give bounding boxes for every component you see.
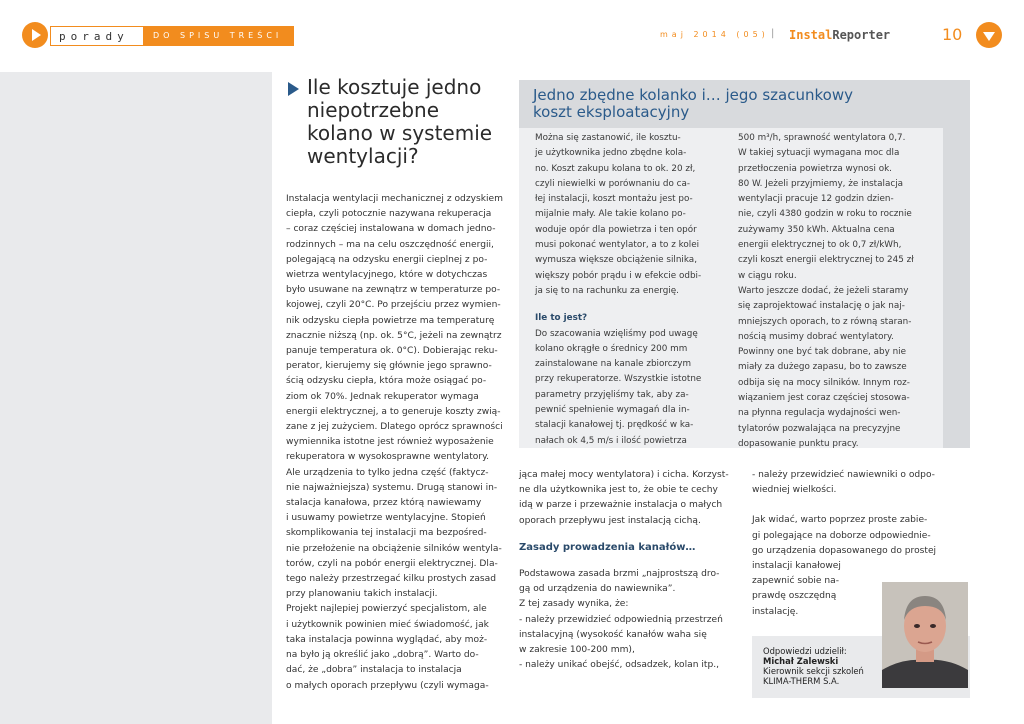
brand-logo bbox=[789, 28, 890, 42]
text-line: w zakresie 100-200 mm), bbox=[519, 645, 635, 656]
text-line: - należy unikać obejść, odsadzek, kolan itp., bbox=[519, 660, 720, 671]
text-line: stalacja kanałowa, przez którą nawiewamy bbox=[286, 498, 482, 509]
text-line: i usuwamy powietrze wentylacyjne. Stopień bbox=[286, 513, 486, 524]
sidebar-text-line: mniejszych oporach, to z równą staran- bbox=[738, 316, 912, 327]
page-number: 10 bbox=[942, 25, 963, 44]
text-line: Podstawowa zasada brzmi „najprostszą dro- bbox=[519, 569, 720, 580]
author-label: Odpowiedzi udzielił: bbox=[763, 646, 847, 656]
sidebar-text-line: mijalnie mały. Ale takie kolano po- bbox=[535, 209, 686, 220]
page-header bbox=[0, 0, 1024, 72]
text-line: tego należy przestrzegać kilku prostych zasad bbox=[286, 574, 497, 585]
sidebar-text-line: Warto jeszcze dodać, że jeżeli staramy bbox=[738, 285, 909, 296]
text-line: polegającą na odzysku energii cieplnej z po- bbox=[286, 254, 488, 265]
article-column-2 bbox=[519, 468, 741, 673]
arrow-right-circle-icon[interactable] bbox=[22, 22, 48, 48]
sidebar-text-line: pewnić spełnienie wymagań dla in- bbox=[535, 405, 690, 416]
text-line: ne dla użytkownika jest to, że obie te cechy bbox=[519, 485, 718, 496]
sidebar-text-line: zużywamy 350 kWh. Aktualna cena bbox=[738, 224, 895, 235]
sidebar-text-line: je użytkownika jedno zbędne kola- bbox=[535, 148, 687, 159]
author-role: Kierownik sekcji szkoleń bbox=[763, 666, 864, 676]
sidebar-text-line: wentylacji pracuje 12 godzin dzien- bbox=[738, 194, 894, 205]
text-line: torów, czyli na pobór energii elektrycznej. Dla- bbox=[286, 558, 498, 569]
sidebar-text-line: przy rekuperatorze. Wszystkie istotne bbox=[535, 374, 702, 385]
sidebar-text-line: 80 W. Jeżeli przyjmiemy, że instalacja bbox=[738, 178, 904, 189]
text-line: Jak widać, warto poprzez proste zabie- bbox=[752, 515, 928, 526]
left-margin-panel bbox=[0, 72, 272, 724]
sidebar-text-line: nałach ok 4,5 m/s i ilość powietrza bbox=[535, 435, 687, 446]
toc-link[interactable]: DO SPISU TREŚCI bbox=[144, 26, 294, 46]
text-line: - należy przewidzieć odpowiednią przestrzeń bbox=[519, 614, 723, 625]
sidebar-paragraph-intro bbox=[535, 131, 721, 299]
triangle-right-icon bbox=[288, 82, 299, 96]
sidebar-text-line: przetłoczenia powietrza wynosi ok. bbox=[738, 163, 892, 174]
sidebar-text-line: Do szacowania wzięliśmy pod uwagę bbox=[535, 328, 698, 339]
text-line: energii elektrycznej, a to generuje koszty zwią- bbox=[286, 406, 501, 417]
paragraph-quiet-installation bbox=[519, 468, 741, 529]
text-line: zapewnić sobie na- bbox=[752, 576, 840, 587]
text-line: przy planowaniu takich instalacji. bbox=[286, 589, 438, 600]
text-line: gi polegające na doborze odpowiednie- bbox=[752, 530, 931, 541]
text-line: było usuwane na zewnątrz w temperaturze po- bbox=[286, 285, 501, 296]
sidebar-text-line: dopasowanie punktu pracy. bbox=[738, 438, 859, 449]
article-title: Ile kosztuje jedno niepotrzebne kolano w systemie wentylacji? bbox=[307, 75, 493, 168]
sidebar-text-line: 500 m³/h, sprawność wentylatora 0,7. bbox=[738, 133, 906, 143]
sidebar-text-line: wymusza większe obciążenie silnika, bbox=[535, 255, 697, 266]
sidebar-paragraph-estimate bbox=[535, 327, 721, 449]
sidebar-text-line: Powinny one być tak dobrane, aby nie bbox=[738, 347, 907, 358]
text-line: Instalacja wentylacji mechanicznej z odzyskiem bbox=[286, 194, 503, 204]
text-line: instalację. bbox=[752, 606, 799, 617]
text-line: - należy przewidzieć nawiewniki o odpo- bbox=[752, 470, 935, 480]
text-line: gą od urządzenia do nawiewnika”. bbox=[519, 584, 676, 595]
author-company: KLIMA-THERM S.A. bbox=[763, 676, 840, 686]
sidebar-text-line: na płynna regulacja wydajności wen- bbox=[738, 408, 901, 419]
sidebar-text-line: stalacji kanałowej tj. prędkość w ka- bbox=[535, 420, 694, 431]
sidebar-text-line: parametry przyjęliśmy tak, aby za- bbox=[535, 389, 689, 400]
text-line: perator, kierujemy się głównie jego sprawno- bbox=[286, 361, 492, 372]
text-line: rodzinnych – ma na celu oszczędność energii, bbox=[286, 239, 494, 250]
sidebar-text-line: woduje opór dla powietrza i ten opór bbox=[535, 224, 697, 235]
text-line: instalacyjną (wysokość kanałów waha się bbox=[519, 629, 707, 640]
text-line: wietrza wentylacyjnego, które w dotychczas bbox=[286, 270, 488, 281]
text-line: kojowej, czyli 20°C. Po przejściu przez wymien- bbox=[286, 300, 501, 311]
sidebar-text-line: kolano okrągłe o średnicy 200 mm bbox=[535, 343, 688, 354]
text-line: idą w parze i przeważnie instalacja o małych bbox=[519, 500, 723, 511]
text-line: taka instalacja powinna wyglądać, aby moż- bbox=[286, 634, 488, 645]
sidebar-text-line: odbija się na mocy silników. Innym roz- bbox=[738, 377, 910, 388]
brand-logo-part-2: Reporter bbox=[832, 28, 891, 42]
sidebar-question: Ile to jest? bbox=[535, 313, 588, 324]
text-line: instalacji kanałowej bbox=[752, 561, 841, 572]
arrow-down-circle-icon[interactable] bbox=[976, 22, 1002, 48]
sidebar-title: Jedno zbędne kolanko i… jego szacunkowy koszt eksploatacyjny bbox=[533, 86, 853, 121]
text-line: ziom ok 70%. Jednak rekuperator wymaga bbox=[286, 391, 479, 402]
sidebar-text-line: zainstalowane na kanale zbiorczym bbox=[535, 359, 692, 370]
sidebar-text-line: wiązaniem jest coraz częściej stosowa- bbox=[738, 393, 910, 404]
text-line: rekuperatora w wysokosprawne wentylatory. bbox=[286, 452, 490, 463]
text-line: – coraz częściej instalowana w domach jedno- bbox=[286, 224, 496, 235]
subheading-duct-rules: Zasady prowadzenia kanałów… bbox=[519, 541, 696, 553]
sidebar-text-line: większy pobór prądu i w efekcie odbi- bbox=[535, 270, 702, 281]
sidebar-text-line: ja się to na rachunku za energię. bbox=[535, 285, 679, 296]
text-line: na było ją określić jako „dobrą”. Warto do- bbox=[286, 650, 479, 661]
text-line: ścią odzysku ciepła, która może osiągać po- bbox=[286, 376, 487, 387]
text-line: i użytkownik powinien mieć świadomość, jak bbox=[286, 619, 489, 630]
text-line: skomplikowania tej instalacji ma bezpośred- bbox=[286, 528, 487, 539]
text-line: prawdę oszczędną bbox=[752, 591, 837, 602]
text-line: zane z jej zużyciem. Dlatego oprócz sprawności bbox=[286, 422, 503, 433]
text-line: wymiennika istotne jest również wyposażenie bbox=[286, 437, 494, 448]
text-line: Z tej zasady wynika, że: bbox=[519, 599, 629, 610]
sidebar-column-2 bbox=[738, 131, 934, 452]
sidebar-column-1 bbox=[535, 131, 721, 449]
text-line: Projekt najlepiej powierzyć specjalistom, ale bbox=[286, 604, 487, 615]
paragraph-diffusers bbox=[752, 468, 964, 498]
text-line: wiedniej wielkości. bbox=[752, 485, 837, 496]
sidebar-text-line: czyli niewielki w porównaniu do ca- bbox=[535, 178, 691, 189]
paragraph-duct-rules bbox=[519, 567, 741, 673]
sidebar-box bbox=[519, 80, 970, 448]
sidebar-body bbox=[519, 128, 943, 448]
sidebar-text-line: no. Koszt zakupu kolana to ok. 20 zł, bbox=[535, 163, 696, 174]
sidebar-text-line: nie, czyli 4380 godzin w roku to rocznie bbox=[738, 209, 912, 220]
sidebar-text-line: czyli koszt energii elektrycznej to 245 zł bbox=[738, 255, 914, 266]
sidebar-text-line: łej instalacji, koszt montażu jest po- bbox=[535, 194, 693, 205]
text-line: nie przełożenie na obciążenie silników wentyla- bbox=[286, 543, 502, 554]
text-line: panuje temperatura ok. 0°C). Dobierając reku- bbox=[286, 346, 498, 357]
sidebar-text-line: nością musimy dobrać wentylatory. bbox=[738, 331, 894, 342]
issue-date: maj 2014 (05) bbox=[660, 30, 769, 39]
text-line: nie najważniejsza) systemu. Drugą stanowi in- bbox=[286, 482, 498, 493]
text-line: znacznie niższą (np. ok. 5°C, jeżeli na zewnątrz bbox=[286, 330, 502, 341]
text-line: oporach przepływu jest instalacją cichą. bbox=[519, 515, 701, 526]
sidebar-text-line: W takiej sytuacji wymagana moc dla bbox=[738, 148, 900, 159]
text-line: jąca małej mocy wentylatora) i cicha. Korzyst- bbox=[519, 470, 729, 480]
sidebar-text-line: Można się zastanowić, ile kosztu- bbox=[535, 133, 681, 143]
sidebar-text-line: w ciągu roku. bbox=[738, 270, 797, 281]
article-column-1 bbox=[286, 192, 508, 694]
author-photo bbox=[882, 582, 968, 688]
author-info bbox=[763, 646, 883, 686]
sidebar-text-line: się zaprojektować instalację o jak naj- bbox=[738, 301, 905, 312]
text-line: ciepła, czyli potocznie nazywana rekuperacja bbox=[286, 209, 492, 220]
text-line: go urządzenia dopasowanego do prostej bbox=[752, 545, 937, 556]
header-separator: | bbox=[771, 28, 775, 39]
section-label: porady bbox=[50, 26, 144, 46]
text-line: nik odzysku ciepła powietrze ma temperaturę bbox=[286, 315, 495, 326]
text-line: dać, że „dobra” instalacja to instalacja bbox=[286, 665, 462, 676]
sidebar-text-line: musi pokonać wentylator, a to z kolei bbox=[535, 240, 700, 251]
sidebar-text-line: miały za dużego zapasu, bo to zawsze bbox=[738, 362, 907, 373]
brand-logo-part-1: Instal bbox=[789, 28, 833, 42]
author-name: Michał Zalewski bbox=[763, 656, 839, 666]
sidebar-text-line: tylatorów pozwalająca na precyzyjne bbox=[738, 423, 901, 434]
sidebar-text-line: energii elektrycznej to ok 0,7 zł/kWh, bbox=[738, 240, 902, 251]
text-line: Ale urządzenia to tylko jedna część (faktycz- bbox=[286, 467, 489, 478]
text-line: o małych oporach przepływu (czyli wymaga- bbox=[286, 680, 489, 691]
